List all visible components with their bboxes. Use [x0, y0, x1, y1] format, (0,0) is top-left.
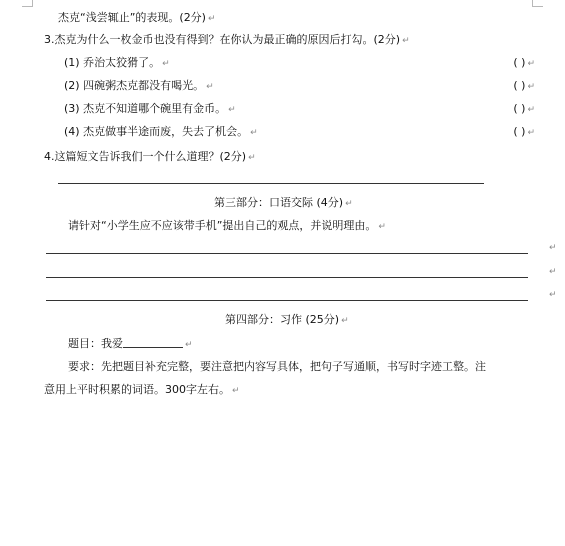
answer-slot-3-text: ( ) [513, 102, 526, 115]
essay-requirements-text-1: 要求：先把题目补充完整，要注意把内容写具体，把句子写通顺，书写时字迹工整。注 [68, 360, 486, 373]
paragraph-mark: ↵ [228, 105, 236, 115]
answer-slot-1-text: ( ) [513, 56, 526, 69]
paragraph-mark: ↵ [378, 222, 386, 232]
option-4-text: (4) 杰克做事半途而废，失去了机会。 [64, 125, 249, 138]
option-4 [64, 125, 258, 140]
essay-title-text: 题目：我爱 [68, 337, 123, 350]
question-2-tail [58, 11, 216, 26]
paragraph-mark: ↵ [250, 128, 258, 138]
answer-line-q4[interactable] [58, 183, 484, 184]
line-3-mark: ↵ [549, 290, 557, 300]
line-1-mark: ↵ [549, 243, 557, 253]
paragraph-mark: ↵ [248, 153, 256, 163]
option-3 [64, 102, 236, 117]
essay-title [68, 336, 193, 352]
essay-requirements-text-2: 意用上平时积累的词语。300字左右。 [44, 383, 230, 396]
right-corner-mark [532, 0, 543, 7]
speaking-prompt-text: 请针对“小学生应不应该带手机”提出自己的观点，并说明理由。 [68, 219, 377, 232]
paragraph-mark: ↵ [345, 199, 353, 209]
question-2-tail-text: 杰克“浅尝辄止”的表现。(2分) [58, 11, 206, 24]
option-1-text: (1) 乔治太狡猾了。 [64, 56, 161, 69]
option-2 [64, 79, 214, 94]
answer-line-2[interactable] [46, 277, 528, 278]
paragraph-mark: ↵ [527, 128, 535, 138]
answer-slot-2-text: ( ) [513, 79, 526, 92]
answer-slot-4[interactable] [513, 125, 535, 140]
question-3-title [44, 33, 410, 48]
paragraph-mark: ↵ [206, 82, 214, 92]
essay-title-blank[interactable] [123, 336, 183, 348]
page-top-marks [0, 0, 565, 8]
answer-slot-1[interactable] [513, 56, 535, 71]
paragraph-mark: ↵ [527, 59, 535, 69]
paragraph-mark: ↵ [207, 14, 216, 24]
speaking-prompt [68, 219, 386, 234]
paragraph-mark: ↵ [341, 316, 349, 326]
answer-slot-3[interactable] [513, 102, 535, 117]
paragraph-mark: ↵ [402, 36, 410, 46]
answer-slot-4-text: ( ) [513, 125, 526, 138]
option-1 [64, 56, 170, 71]
answer-slot-2[interactable] [513, 79, 535, 94]
answer-line-1[interactable] [46, 253, 528, 254]
section-4-title-text: 第四部分：习作 (25分) [225, 313, 340, 326]
answer-line-3[interactable] [46, 300, 528, 301]
essay-requirements-line-2 [44, 383, 240, 398]
section-3-title [214, 196, 353, 211]
paragraph-mark: ↵ [185, 340, 193, 350]
left-corner-mark [22, 0, 33, 7]
question-3-text: 3.杰克为什么一枚金币也没有得到？在你认为最正确的原因后打勾。(2分) [44, 33, 401, 46]
question-4-text: 4.这篇短文告诉我们一个什么道理？(2分) [44, 150, 247, 163]
paragraph-mark: ↵ [162, 59, 170, 69]
option-2-text: (2) 四碗粥杰克都没有喝光。 [64, 79, 205, 92]
paragraph-mark: ↵ [232, 386, 240, 396]
section-4-title [225, 313, 349, 328]
question-4-title [44, 150, 256, 165]
line-2-mark: ↵ [549, 267, 557, 277]
paragraph-mark: ↵ [527, 82, 535, 92]
paragraph-mark: ↵ [527, 105, 535, 115]
option-3-text: (3) 杰克不知道哪个碗里有金币。 [64, 102, 227, 115]
section-3-title-text: 第三部分：口语交际 (4分) [214, 196, 344, 209]
essay-requirements-line-1 [68, 360, 486, 374]
